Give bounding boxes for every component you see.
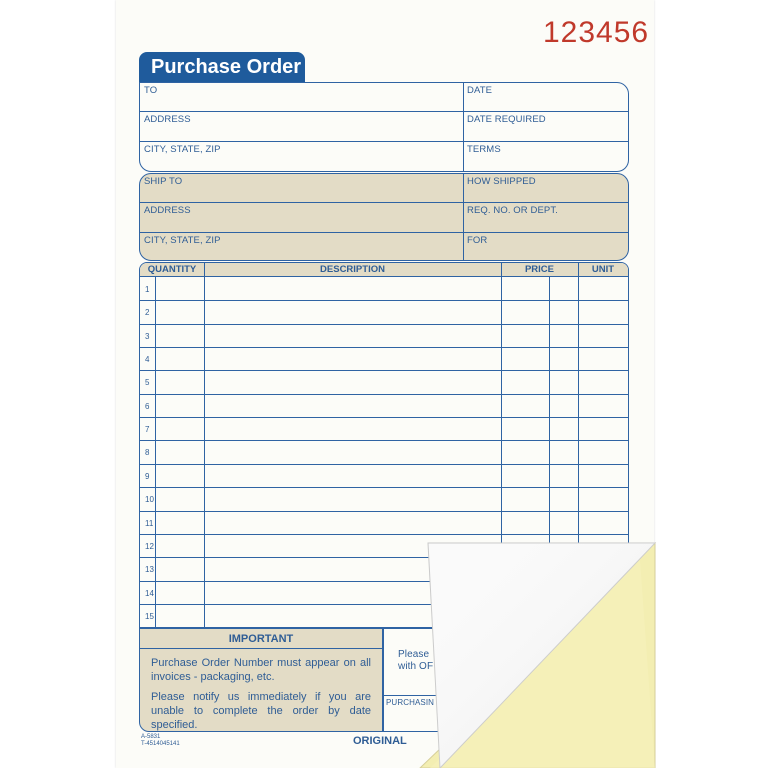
description-header: DESCRIPTION [320,264,385,275]
table-row-number: 8 [145,448,150,458]
ship-city-state-zip-label: CITY, STATE, ZIP [144,235,221,246]
table-row-number: 15 [145,611,154,621]
date-label: DATE [467,85,493,96]
table-row-number: 9 [145,471,150,481]
price-header: PRICE [524,264,555,275]
form-code: A-5831 [141,734,161,740]
ship-address-label: ADDRESS [144,205,191,216]
please-text: Please [398,649,430,660]
date-required-label: DATE REQUIRED [467,114,546,125]
table-row-number: 13 [145,565,154,575]
req-no-label: REQ. NO. OR DEPT. [467,205,558,216]
with-or-text: with OF [398,661,434,672]
city-state-zip-label: CITY, STATE, ZIP [144,144,221,155]
to-label: TO [144,85,158,96]
table-row-number: 11 [145,518,154,528]
how-shipped-label: HOW SHIPPED [467,176,536,187]
serial-number: 123456 [543,16,650,49]
quantity-header: QUANTITY [147,264,197,275]
table-row-number: 10 [145,495,154,505]
table-row-number: 5 [145,378,150,388]
important-text-1: Purchase Order Number must appear on all invoices - packaging, etc. [151,657,371,683]
address-label: ADDRESS [144,114,191,125]
table-row-number: 6 [145,401,150,411]
table-row-number: 7 [145,425,150,435]
for-label: FOR [467,235,488,246]
table-row-number: 14 [145,588,154,598]
table-row-number: 2 [145,308,150,318]
table-row-number: 12 [145,541,154,551]
ship-to-label: SHIP TO [144,176,183,187]
copy-label: ORIGINAL [353,735,407,747]
unit-header: UNIT [591,264,615,275]
important-text-2: Please notify us immediately if you are unable to complete the order by date specified. [151,691,371,731]
form-code-2: T-4514045141 [141,741,180,747]
important-heading: IMPORTANT [228,633,294,645]
table-row-number: 1 [145,285,150,294]
terms-label: TERMS [467,144,501,155]
purchasing-label: PURCHASIN [386,698,435,707]
form-title: Purchase Order [139,52,305,82]
table-row-number: 4 [145,355,150,365]
table-row-number: 3 [145,331,150,341]
